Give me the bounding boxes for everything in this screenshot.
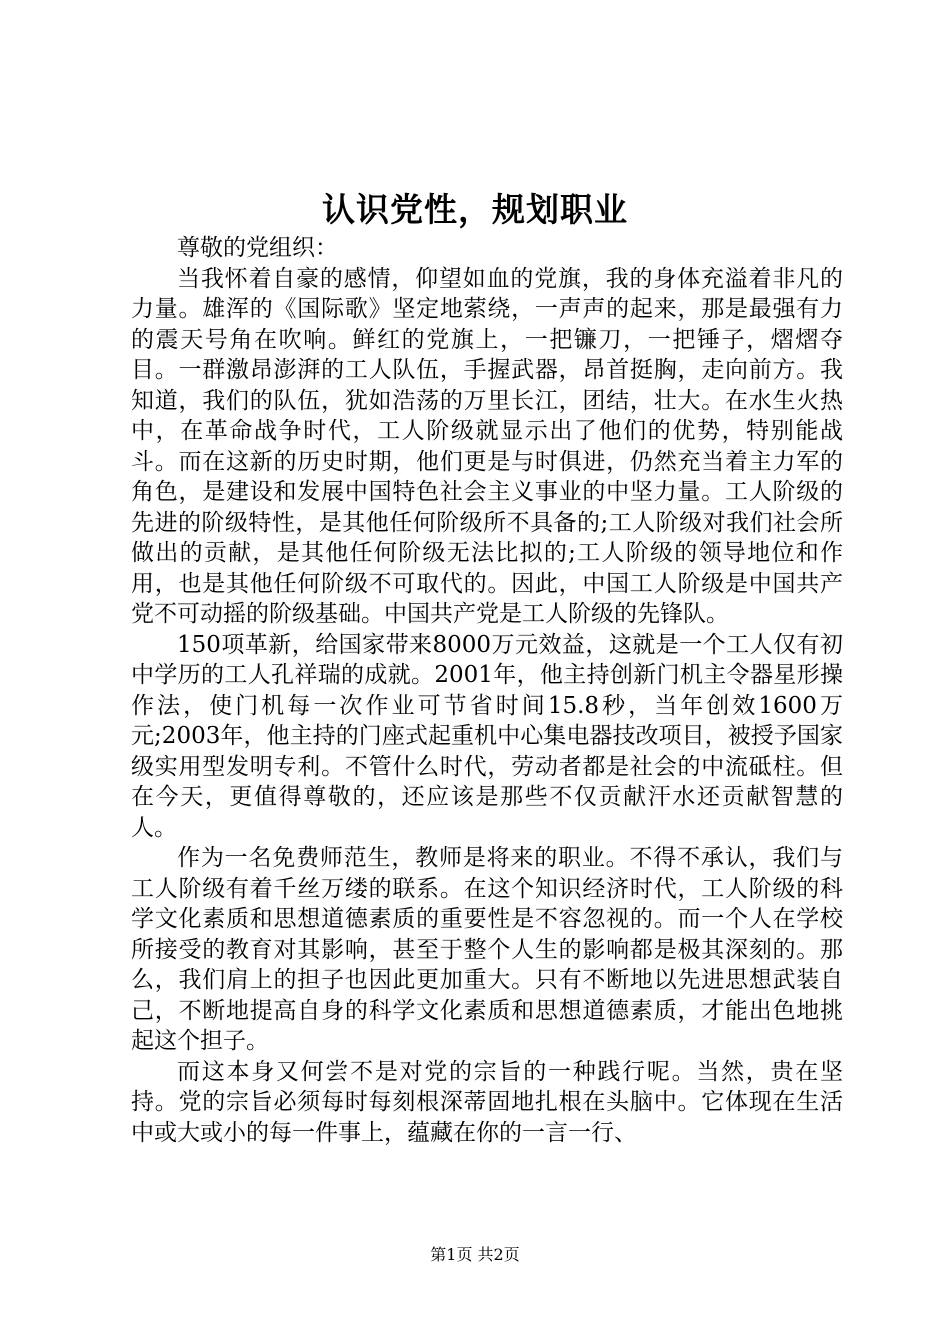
paragraph-4: 而这本身又何尝不是对党的宗旨的一种践行呢。当然，贵在坚持。党的宗旨必须每时每刻根深蒂固地扎根在头脑中。它体现在生活中或大或小的每一件事上，蕴藏在你的一言一行、 [131,1058,843,1146]
paragraph-3: 作为一名免费师范生，教师是将来的职业。不得不承认，我们与工人阶级有着千丝万缕的联系。在这个知识经济时代，工人阶级的科学文化素质和思想道德素质的重要性是不容忽视的。而一个人在学校所接受的教育对其影响，甚至于整个人生的影响都是极其深刻的。那么，我们肩上的担子也因此更加重大。只有不断地以先进思想武装自己，不断地提高自身的科学文化素质和思想道德素质，才能出色地挑起这个担子。 [131,845,843,1054]
salutation: 尊敬的党组织： [177,235,338,261]
paragraph-1: 当我怀着自豪的感情，仰望如血的党旗，我的身体充溢着非凡的力量。雄浑的《国际歌》坚定地萦绕，一声声的起来，那是最强有力的震天号角在吹响。鲜红的党旗上，一把镰刀，一把锤子，熠熠夺目。一群激昂澎湃的工人队伍，手握武器，昂首挺胸，走向前方。我知道，我们的队伍，犹如浩荡的万里长江，团结，壮大。在水生火热中，在革命战争时代，工人阶级就显示出了他们的优势，特别能战斗。而在这新的历史时期，他们更是与时俱进，仍然充当着主力军的角色，是建设和发展中国特色社会主义事业的中坚力量。工人阶级的先进的阶级特性，是其他任何阶级所不具备的;工人阶级对我们社会所做出的贡献，是其他任何阶级无法比拟的;工人阶级的领导地位和作用，也是其他任何阶级不可取代的。因此，中国工人阶级是中国共产党不可动摇的阶级基础。中国共产党是工人阶级的先锋队。 [131,265,843,627]
document-title: 认识党性，规划职业 [322,190,628,229]
document-body [131,233,843,1148]
paragraph-2: 150项革新，给国家带来8000万元效益，这就是一个工人仅有初中学历的工人孔祥瑞的成就。2001年，他主持创新门机主令器星形操作法，使门机每一次作业可节省时间15.8秒，当年创效1600万元;2003年，他主持的门座式起重机中心集电器技改项目，被授予国家级实用型发明专利。不管什么时代，劳动者都是社会的中流砥柱。但在今天，更值得尊敬的，还应该是那些不仅贡献汗水还贡献智慧的人。 [131,631,843,841]
page-number-footer: 第1页 共2页 [430,1245,520,1264]
